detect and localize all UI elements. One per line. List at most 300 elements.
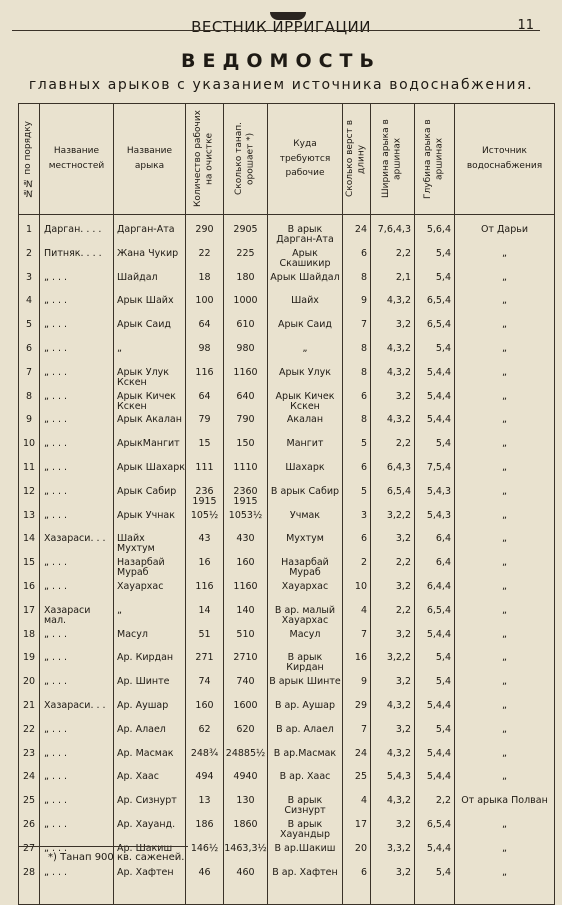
cell-tanaps: 1600 (224, 701, 268, 725)
cell-location: „ . . . (40, 630, 114, 654)
cell-length: 9 (343, 677, 371, 701)
cell-tanaps: 1053½ (224, 511, 268, 535)
cell-num: 25 (19, 796, 40, 820)
cell-aryk: Ар. Алаел (114, 725, 186, 749)
cell-workers: 248¾ (186, 749, 224, 773)
cell-aryk: Арык Сабир (114, 487, 186, 511)
cell-num: 1 (19, 215, 40, 249)
cell-length: 24 (343, 215, 371, 249)
cell-width: 5,4,3 (371, 772, 415, 796)
cell-tanaps: 640 (224, 392, 268, 416)
cell-aryk: АрыкМангит (114, 439, 186, 463)
cell-num: 4 (19, 296, 40, 320)
cell-width: 4,3,2 (371, 368, 415, 392)
cell-destination: Шахарк (268, 463, 343, 487)
cell-source: „ (455, 630, 555, 654)
cell-depth: 5,4,4 (415, 701, 455, 725)
cell-source: „ (455, 868, 555, 905)
cell-num: 19 (19, 653, 40, 677)
cell-num: 28 (19, 868, 40, 905)
cell-width: 4,3,2 (371, 701, 415, 725)
cell-destination: Шайх (268, 296, 343, 320)
cell-tanaps: 1110 (224, 463, 268, 487)
cell-depth: 5,4 (415, 344, 455, 368)
table-row (19, 820, 555, 844)
cell-depth: 5,4,4 (415, 415, 455, 439)
cell-destination: В ар. Хафтен (268, 868, 343, 905)
col-header-tanaps: Сколько танап. орошает *) (224, 104, 268, 215)
cell-destination: В арык Шинте (268, 677, 343, 701)
cell-location: „ . . . (40, 844, 114, 868)
cell-num: 7 (19, 368, 40, 392)
cell-depth: 5,4,4 (415, 749, 455, 773)
cell-destination: В арык Хауандыр (268, 820, 343, 844)
cell-workers: 236 1915 (186, 487, 224, 511)
document-title: ВЕДОМОСТЬ (181, 50, 381, 72)
table-row (19, 606, 555, 630)
cell-location: „ . . . (40, 677, 114, 701)
cell-aryk: Ар. Кирдан (114, 653, 186, 677)
cell-location: „ . . . (40, 820, 114, 844)
cell-destination: Мухтум (268, 534, 343, 558)
cell-location: „ . . . (40, 320, 114, 344)
cell-width: 3,2 (371, 820, 415, 844)
cell-tanaps: 430 (224, 534, 268, 558)
journal-title: ВЕСТНИК ИРРИГАЦИИ (191, 18, 371, 36)
cell-destination: Арык Шайдал (268, 273, 343, 297)
cell-source: „ (455, 749, 555, 773)
cell-length: 5 (343, 439, 371, 463)
cell-source: „ (455, 487, 555, 511)
cell-depth: 6,5,4 (415, 606, 455, 630)
cell-source: „ (455, 320, 555, 344)
cell-tanaps: 1160 (224, 582, 268, 606)
cell-num: 16 (19, 582, 40, 606)
col-header-length: Сколько верст в длину (343, 104, 371, 215)
cell-width: 3,2 (371, 630, 415, 654)
cell-aryk: Ар. Хауанд. (114, 820, 186, 844)
cell-depth: 5,4 (415, 725, 455, 749)
cell-length: 7 (343, 630, 371, 654)
table-row (19, 582, 555, 606)
cell-length: 6 (343, 463, 371, 487)
cell-width: 7,6,4,3 (371, 215, 415, 249)
table-row (19, 215, 555, 249)
cell-aryk: Арык Акалан (114, 415, 186, 439)
cell-num: 24 (19, 772, 40, 796)
cell-source: „ (455, 844, 555, 868)
cell-aryk: Назарбай Мураб (114, 558, 186, 582)
cell-width: 6,5,4 (371, 487, 415, 511)
cell-tanaps: 790 (224, 415, 268, 439)
cell-source: „ (455, 392, 555, 416)
cell-workers: 43 (186, 534, 224, 558)
cell-location: „ . . . (40, 749, 114, 773)
cell-workers: 13 (186, 796, 224, 820)
cell-depth: 7,5,4 (415, 463, 455, 487)
cell-depth: 5,4,4 (415, 368, 455, 392)
cell-width: 6,4,3 (371, 463, 415, 487)
cell-destination: Учмак (268, 511, 343, 535)
cell-depth: 6,5,4 (415, 296, 455, 320)
cell-depth: 5,6,4 (415, 215, 455, 249)
cell-length: 6 (343, 534, 371, 558)
cell-length: 17 (343, 820, 371, 844)
cell-width: 4,3,2 (371, 796, 415, 820)
cell-source: „ (455, 511, 555, 535)
cell-num: 6 (19, 344, 40, 368)
cell-destination: В ар. Хаас (268, 772, 343, 796)
cell-destination: В ар. Аушар (268, 701, 343, 725)
cell-width: 3,2,2 (371, 511, 415, 535)
cell-location: „ . . . (40, 725, 114, 749)
col-header-depth: Глубина арыка в аршинах (415, 104, 455, 215)
cell-length: 20 (343, 844, 371, 868)
cell-location: „ . . . (40, 273, 114, 297)
cell-source: „ (455, 415, 555, 439)
cell-workers: 290 (186, 215, 224, 249)
cell-source: От Дарьи (455, 215, 555, 249)
col-header-location: Название местностей (40, 104, 114, 215)
cell-length: 6 (343, 392, 371, 416)
cell-num: 17 (19, 606, 40, 630)
cell-width: 4,3,2 (371, 749, 415, 773)
cell-tanaps: 1160 (224, 368, 268, 392)
cell-width: 2,2 (371, 606, 415, 630)
cell-tanaps: 2360 1915 (224, 487, 268, 511)
cell-length: 9 (343, 296, 371, 320)
cell-aryk: Ар. Масмак (114, 749, 186, 773)
cell-tanaps: 460 (224, 868, 268, 905)
cell-source: От арыка Полван (455, 796, 555, 820)
cell-source: „ (455, 582, 555, 606)
cell-num: 21 (19, 701, 40, 725)
cell-source: „ (455, 677, 555, 701)
cell-destination: В ар. Алаел (268, 725, 343, 749)
table-row (19, 511, 555, 535)
cell-width: 3,2 (371, 534, 415, 558)
cell-depth: 5,4 (415, 653, 455, 677)
cell-depth: 6,5,4 (415, 820, 455, 844)
cell-location: „ . . . (40, 368, 114, 392)
cell-num: 9 (19, 415, 40, 439)
table-row (19, 772, 555, 796)
cell-tanaps: 4940 (224, 772, 268, 796)
cell-location: „ . . . (40, 582, 114, 606)
cell-tanaps: 180 (224, 273, 268, 297)
document-subtitle: главных арыков с указанием источника водоснабжения. (28, 77, 534, 93)
cell-source: „ (455, 439, 555, 463)
cell-location: Хазараси. . . (40, 701, 114, 725)
cell-num: 22 (19, 725, 40, 749)
cell-workers: 51 (186, 630, 224, 654)
cell-depth: 5,4 (415, 439, 455, 463)
cell-width: 4,3,2 (371, 415, 415, 439)
cell-location: Хазараси. . . (40, 534, 114, 558)
cell-tanaps: 225 (224, 249, 268, 273)
cell-destination: Назарбай Мураб (268, 558, 343, 582)
cell-source: „ (455, 249, 555, 273)
cell-location: Дарган. . . . (40, 215, 114, 249)
table-row (19, 534, 555, 558)
col-header-aryk: Название арыка (114, 104, 186, 215)
cell-depth: 6,4 (415, 558, 455, 582)
cell-num: 12 (19, 487, 40, 511)
cell-width: 3,3,2 (371, 844, 415, 868)
cell-length: 10 (343, 582, 371, 606)
cell-workers: 15 (186, 439, 224, 463)
table-row (19, 415, 555, 439)
cell-destination: В ар.Шакиш (268, 844, 343, 868)
table-row (19, 392, 555, 416)
cell-source: „ (455, 463, 555, 487)
cell-workers: 186 (186, 820, 224, 844)
table-row (19, 868, 555, 905)
table-row (19, 487, 555, 511)
cell-depth: 6,4,4 (415, 582, 455, 606)
cell-workers: 111 (186, 463, 224, 487)
table-row (19, 701, 555, 725)
table-row (19, 320, 555, 344)
cell-location: „ . . . (40, 558, 114, 582)
cell-destination: В арык Сабир (268, 487, 343, 511)
cell-num: 23 (19, 749, 40, 773)
cell-destination: Арык Кичек Кскен (268, 392, 343, 416)
cell-tanaps: 1860 (224, 820, 268, 844)
cell-destination: „ (268, 344, 343, 368)
cell-depth: 5,4,4 (415, 392, 455, 416)
cell-tanaps: 24885½ (224, 749, 268, 773)
cell-width: 3,2 (371, 868, 415, 905)
cell-width: 2,1 (371, 273, 415, 297)
cell-location: „ . . . (40, 296, 114, 320)
cell-destination: Арык Саид (268, 320, 343, 344)
cell-length: 6 (343, 249, 371, 273)
cell-source: „ (455, 653, 555, 677)
cell-tanaps: 2710 (224, 653, 268, 677)
cell-aryk: Арык Шайх (114, 296, 186, 320)
cell-depth: 6,5,4 (415, 320, 455, 344)
cell-aryk: Арык Учнак (114, 511, 186, 535)
cell-length: 8 (343, 368, 371, 392)
cell-num: 3 (19, 273, 40, 297)
cell-destination: Арык Скашикир (268, 249, 343, 273)
cell-length: 7 (343, 725, 371, 749)
cell-length: 16 (343, 653, 371, 677)
cell-width: 3,2 (371, 677, 415, 701)
cell-width: 3,2 (371, 392, 415, 416)
cell-width: 4,3,2 (371, 296, 415, 320)
cell-source: „ (455, 820, 555, 844)
cell-num: 8 (19, 392, 40, 416)
cell-workers: 494 (186, 772, 224, 796)
cell-tanaps: 1000 (224, 296, 268, 320)
cell-destination: Масул (268, 630, 343, 654)
cell-depth: 5,4 (415, 273, 455, 297)
cell-depth: 5,4 (415, 249, 455, 273)
cell-tanaps: 150 (224, 439, 268, 463)
cell-workers: 62 (186, 725, 224, 749)
header-rule (12, 30, 540, 31)
cell-num: 15 (19, 558, 40, 582)
cell-depth: 5,4,3 (415, 487, 455, 511)
cell-num: 27 (19, 844, 40, 868)
cell-length: 8 (343, 344, 371, 368)
cell-aryk: Арык Улук Кскен (114, 368, 186, 392)
table-row (19, 368, 555, 392)
cell-source: „ (455, 558, 555, 582)
cell-workers: 100 (186, 296, 224, 320)
cell-aryk: Хауархас (114, 582, 186, 606)
cell-source: „ (455, 725, 555, 749)
cell-location: „ . . . (40, 463, 114, 487)
cell-source: „ (455, 772, 555, 796)
cell-num: 20 (19, 677, 40, 701)
cell-tanaps: 510 (224, 630, 268, 654)
col-header-workers: Количество рабочих на очистке (186, 104, 224, 215)
cell-destination: В арык Сизнурт (268, 796, 343, 820)
cell-source: „ (455, 296, 555, 320)
table-header-row (19, 104, 555, 215)
cell-num: 18 (19, 630, 40, 654)
cell-aryk: „ (114, 344, 186, 368)
cell-depth: 2,2 (415, 796, 455, 820)
cell-workers: 116 (186, 582, 224, 606)
cell-aryk: Дарган-Ата (114, 215, 186, 249)
cell-num: 10 (19, 439, 40, 463)
cell-workers: 14 (186, 606, 224, 630)
cell-workers: 64 (186, 320, 224, 344)
cell-workers: 116 (186, 368, 224, 392)
table-row (19, 796, 555, 820)
cell-destination: В арык Кирдан (268, 653, 343, 677)
cell-length: 24 (343, 749, 371, 773)
table-row (19, 296, 555, 320)
cell-tanaps: 620 (224, 725, 268, 749)
page-number: 11 (517, 18, 534, 33)
cell-workers: 79 (186, 415, 224, 439)
cell-tanaps: 160 (224, 558, 268, 582)
cell-aryk: „ (114, 606, 186, 630)
cell-tanaps: 1463,3½ (224, 844, 268, 868)
page-header (0, 12, 562, 38)
table-row (19, 273, 555, 297)
cell-depth: 5,4 (415, 868, 455, 905)
cell-length: 2 (343, 558, 371, 582)
table-row (19, 249, 555, 273)
cell-depth: 6,4 (415, 534, 455, 558)
cell-destination: В ар.Масмак (268, 749, 343, 773)
cell-aryk: Ар. Хаас (114, 772, 186, 796)
cell-num: 2 (19, 249, 40, 273)
cell-tanaps: 2905 (224, 215, 268, 249)
cell-workers: 16 (186, 558, 224, 582)
cell-location: „ . . . (40, 439, 114, 463)
cell-depth: 5,4,4 (415, 844, 455, 868)
table-row (19, 344, 555, 368)
cell-aryk: Ар. Шакиш (114, 844, 186, 868)
cell-aryk: Арык Саид (114, 320, 186, 344)
cell-depth: 5,4,4 (415, 630, 455, 654)
col-header-width: Ширина арыка в аршинах (371, 104, 415, 215)
cell-aryk: Жана Чукир (114, 249, 186, 273)
cell-destination: Арык Улук (268, 368, 343, 392)
col-header-source: Источник водоснабжения (455, 104, 555, 215)
cell-num: 26 (19, 820, 40, 844)
cell-tanaps: 140 (224, 606, 268, 630)
cell-destination: В арык Дарган-Ата (268, 215, 343, 249)
cell-num: 14 (19, 534, 40, 558)
cell-workers: 18 (186, 273, 224, 297)
cell-source: „ (455, 344, 555, 368)
cell-location: „ . . . (40, 796, 114, 820)
table-row (19, 749, 555, 773)
cell-length: 5 (343, 487, 371, 511)
cell-tanaps: 130 (224, 796, 268, 820)
cell-location: „ . . . (40, 344, 114, 368)
cell-aryk: Ар. Аушар (114, 701, 186, 725)
cell-tanaps: 740 (224, 677, 268, 701)
table-row (19, 439, 555, 463)
cell-width: 2,2 (371, 558, 415, 582)
cell-source: „ (455, 368, 555, 392)
cell-workers: 64 (186, 392, 224, 416)
cell-aryk: Ар. Сизнурт (114, 796, 186, 820)
footnote: *) Танап 900 кв. саженей. (48, 852, 185, 863)
cell-width: 4,3,2 (371, 344, 415, 368)
cell-width: 2,2 (371, 439, 415, 463)
cell-workers: 160 (186, 701, 224, 725)
cell-location: „ . . . (40, 511, 114, 535)
cell-location: „ . . . (40, 392, 114, 416)
cell-num: 5 (19, 320, 40, 344)
cell-aryk: Шайх Мухтум (114, 534, 186, 558)
cell-num: 11 (19, 463, 40, 487)
col-header-destination: Куда требуются рабочие (268, 104, 343, 215)
table-row (19, 677, 555, 701)
footnote-rule (18, 846, 188, 847)
cell-length: 6 (343, 868, 371, 905)
table-row (19, 725, 555, 749)
cell-width: 3,2 (371, 320, 415, 344)
cell-depth: 5,4,4 (415, 772, 455, 796)
cell-width: 2,2 (371, 249, 415, 273)
cell-location: „ . . . (40, 487, 114, 511)
cell-width: 3,2,2 (371, 653, 415, 677)
cell-source: „ (455, 534, 555, 558)
cell-num: 13 (19, 511, 40, 535)
cell-destination: Акалан (268, 415, 343, 439)
cell-location: „ . . . (40, 868, 114, 905)
cell-length: 8 (343, 273, 371, 297)
cell-workers: 22 (186, 249, 224, 273)
cell-location: Питняк. . . . (40, 249, 114, 273)
cell-length: 3 (343, 511, 371, 535)
cell-workers: 146½ (186, 844, 224, 868)
cell-tanaps: 610 (224, 320, 268, 344)
cell-aryk: Арык Шахарк (114, 463, 186, 487)
cell-location: Хазараси мал. (40, 606, 114, 630)
cell-workers: 98 (186, 344, 224, 368)
cell-aryk: Ар. Хафтен (114, 868, 186, 905)
cell-tanaps: 980 (224, 344, 268, 368)
table-row (19, 653, 555, 677)
cell-workers: 271 (186, 653, 224, 677)
cell-source: „ (455, 701, 555, 725)
table-row (19, 558, 555, 582)
cell-aryk: Арык Кичек Кскен (114, 392, 186, 416)
cell-length: 29 (343, 701, 371, 725)
